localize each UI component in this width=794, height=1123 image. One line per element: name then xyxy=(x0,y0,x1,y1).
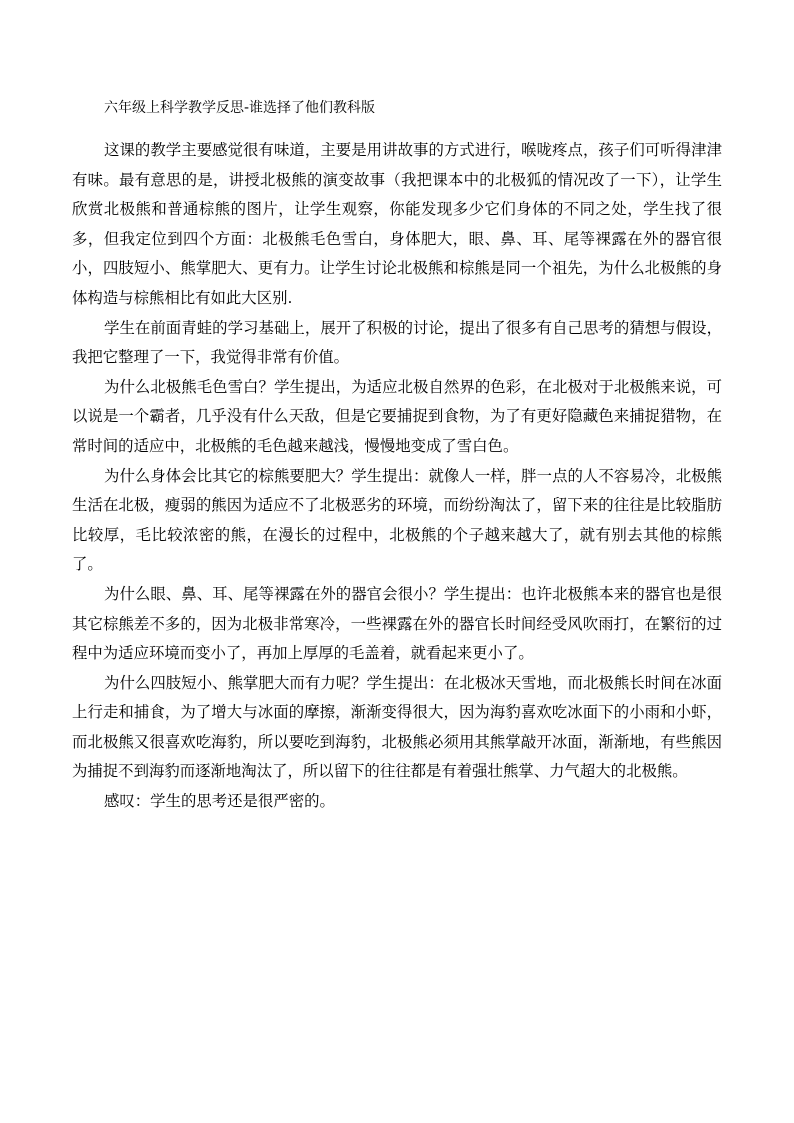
paragraph-body-size: 为什么身体会比其它的棕熊要肥大？学生提出：就像人一样，胖一点的人不容易冷，北极熊生活在北极，瘦弱的熊因为适应不了北极恶劣的环境，而纷纷淘汰了，留下来的往往是比较脂肪比较厚，毛比较浓密的熊，在漫长的过程中，北极熊的个子越来越大了，就有别去其他的棕熊了。 xyxy=(72,466,722,574)
paragraph-fur-color: 为什么北极熊毛色雪白？学生提出，为适应北极自然界的色彩，在北极对于北极熊来说，可以说是一个霸者，几乎没有什么天敌，但是它要捕捉到食物，为了有更好隐藏色来捕捉猎物，在常时间的适应中，北极熊的毛色越来越浅，慢慢地变成了雪白色。 xyxy=(72,377,722,455)
document-title: 六年级上科学教学反思-谁选择了他们教科版 xyxy=(104,100,376,116)
paragraph-intro: 这课的教学主要感觉很有味道，主要是用讲故事的方式进行，喉咙疼点，孩子们可听得津津有味。最有意思的是，讲授北极熊的演变故事（我把课本中的北极狐的情况改了一下），让学生欣赏北极熊和普通棕熊的图片，让学生观察，你能发现多少它们身体的不同之处，学生找了很多，但我定位到四个方面：北极熊毛色雪白，身体肥大，眼、鼻、耳、尾等裸露在外的器官很小，四肢短小、熊掌肥大、更有力。让学生讨论北极熊和棕熊是同一个祖先，为什么北极熊的身体构造与棕熊相比有如此大区别. xyxy=(72,141,722,307)
document-page xyxy=(72,98,722,817)
paragraph-limbs-paws: 为什么四肢短小、熊掌肥大而有力呢？学生提出：在北极冰天雪地，而北极熊长时间在冰面上行走和捕食，为了增大与冰面的摩擦，渐渐变得很大，因为海豹喜欢吃冰面下的小雨和小虾，而北极熊又很喜欢吃海豹，所以要吃到海豹，北极熊必须用其熊掌敲开冰面，渐渐地，有些熊因为捕捉不到海豹而逐渐地淘汰了，所以留下的往往都是有着强壮熊掌、力气超大的北极熊。 xyxy=(72,673,722,781)
paragraph-small-organs: 为什么眼、鼻、耳、尾等裸露在外的器官会很小？学生提出：也许北极熊本来的器官也是很其它棕熊差不多的，因为北极非常寒冷，一些裸露在外的器官长时间经受风吹雨打，在繁衍的过程中为适应环境而变小了，再加上厚厚的毛盖着，就看起来更小了。 xyxy=(72,584,722,663)
paragraph-conclusion: 感叹：学生的思考还是很严密的。 xyxy=(104,792,335,811)
paragraph-discussion: 学生在前面青蛙的学习基础上，展开了积极的讨论，提出了很多有自己思考的猜想与假设，我把它整理了一下，我觉得非常有价值。 xyxy=(72,318,722,367)
